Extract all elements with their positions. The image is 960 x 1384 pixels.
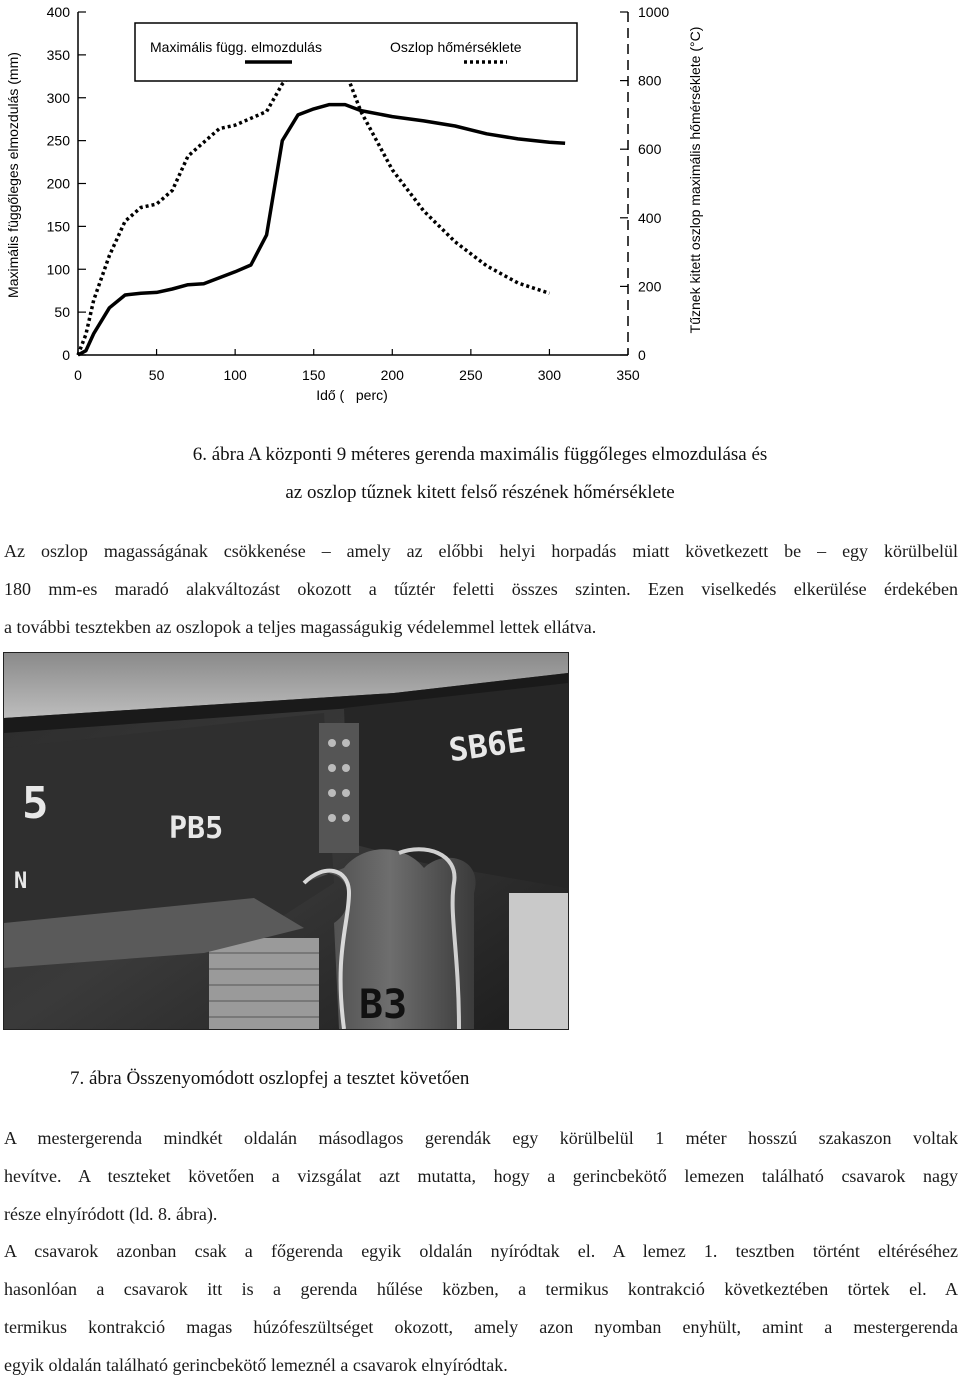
y-left-axis-title: Maximális függőleges elmozdulás (mm) [5,52,21,298]
photo-label-sb6e: SB6E [446,720,529,770]
temperature-series-line [78,60,549,355]
paragraph-2 [4,1119,958,1233]
x-tick-label: 150 [302,367,326,383]
paragraph-3-line-4: egyik oldalán található gerincbekötő lemeznél a csavarok elnyíródtak. [4,1355,508,1375]
y-right-tick-label: 800 [638,72,662,89]
paragraph-1-line-1: Az oszlop magasságának csökkenése – amely az előbbi helyi horpadás miatt következett be – egy körülbelül [4,541,958,561]
paragraph-2-line-1: A mestergerenda mindkét oldalán másodlagos gerendák egy körülbelül 1 méter hosszú szakaszon voltak [4,1128,958,1148]
photo-label-n: N [14,869,28,894]
y-left-tick-label: 0 [62,347,70,363]
paragraph-1-line-2: 180 mm-es maradó alakváltozást okozott a tűztér feletti összes szinten. Ezen viselkedés elkerülése érdekében [4,579,958,599]
paragraph-3-line-1: A csavarok azonban csak a főgerenda egyik oldalán nyíródtak el. A lemez 1. tesztben történt eltéréséhez [4,1241,958,1261]
figure-6-caption: 6. ábra A központi 9 méteres gerenda maximális függőleges elmozdulása és az oszlop tűznek kitett felső részének hőmérséklete [192,444,768,503]
paragraph-3-line-2: hasonlóan a csavarok itt is a gerenda hűlése közben, a termikus kontrakció következtében törtek el. A [4,1279,958,1299]
crushed-column-head-photo [3,652,569,1030]
photo-label-b3: B3 [359,982,408,1028]
displacement-series-line [78,105,565,355]
x-axis-title: Idő ( perc) [316,387,388,403]
paragraph-2-line-3: része elnyíródott (ld. 8. ábra). [4,1204,218,1224]
x-tick-label: 300 [537,367,562,383]
x-tick-label: 100 [223,367,247,383]
x-tick-label: 0 [74,367,82,383]
y-left-tick-label: 300 [46,89,70,106]
y-right-axis-title: Tűznek kitett oszlop maximális hőmérséklete (°C) [687,26,703,334]
paragraph-3 [4,1232,958,1384]
legend-label-displacement: Maximális függ. elmozdulás [150,39,322,55]
figure-7-caption: 7. ábra Összenyomódott oszlopfej a tesztet követően [70,1068,470,1089]
x-tick-label: 200 [380,367,404,383]
y-left-tick-label: 250 [46,132,70,149]
paragraph-3-line-3: termikus kontrakció magas húzófeszültséget okozott, amely azon nyomban enyhült, amint a mestergerenda [4,1317,958,1337]
y-left-tick-label: 400 [46,4,70,20]
x-tick-label: 250 [459,367,483,383]
paragraph-2-line-2: hevítve. A teszteket követően a vizsgálat azt mutatta, hogy a gerincbekötő lemezen található csavarok nagy [4,1166,958,1186]
y-left-tick-label: 350 [46,46,70,63]
y-right-tick-label: 600 [638,141,662,158]
y-left-tick-label: 150 [46,218,70,235]
photo-label-pb5: PB5 [169,811,224,846]
y-left-tick-label: 100 [46,261,70,278]
y-left-tick-label: 50 [54,304,70,321]
displacement-temperature-chart [0,0,720,410]
y-left-tick-label: 200 [46,175,70,192]
y-right-tick-label: 1000 [638,4,670,20]
x-tick-label: 350 [616,367,640,383]
y-right-tick-label: 200 [638,278,662,295]
paragraph-1 [4,532,958,646]
paragraph-1-line-3: a további tesztekben az oszlopok a teljes magasságukig védelemmel lettek ellátva. [4,617,597,637]
y-right-tick-label: 0 [638,347,646,363]
x-tick-label: 50 [148,367,165,383]
photo-label-5: 5 [22,778,49,829]
legend-label-temperature: Oszlop hőmérséklete [390,39,522,55]
y-right-tick-label: 400 [638,209,662,226]
